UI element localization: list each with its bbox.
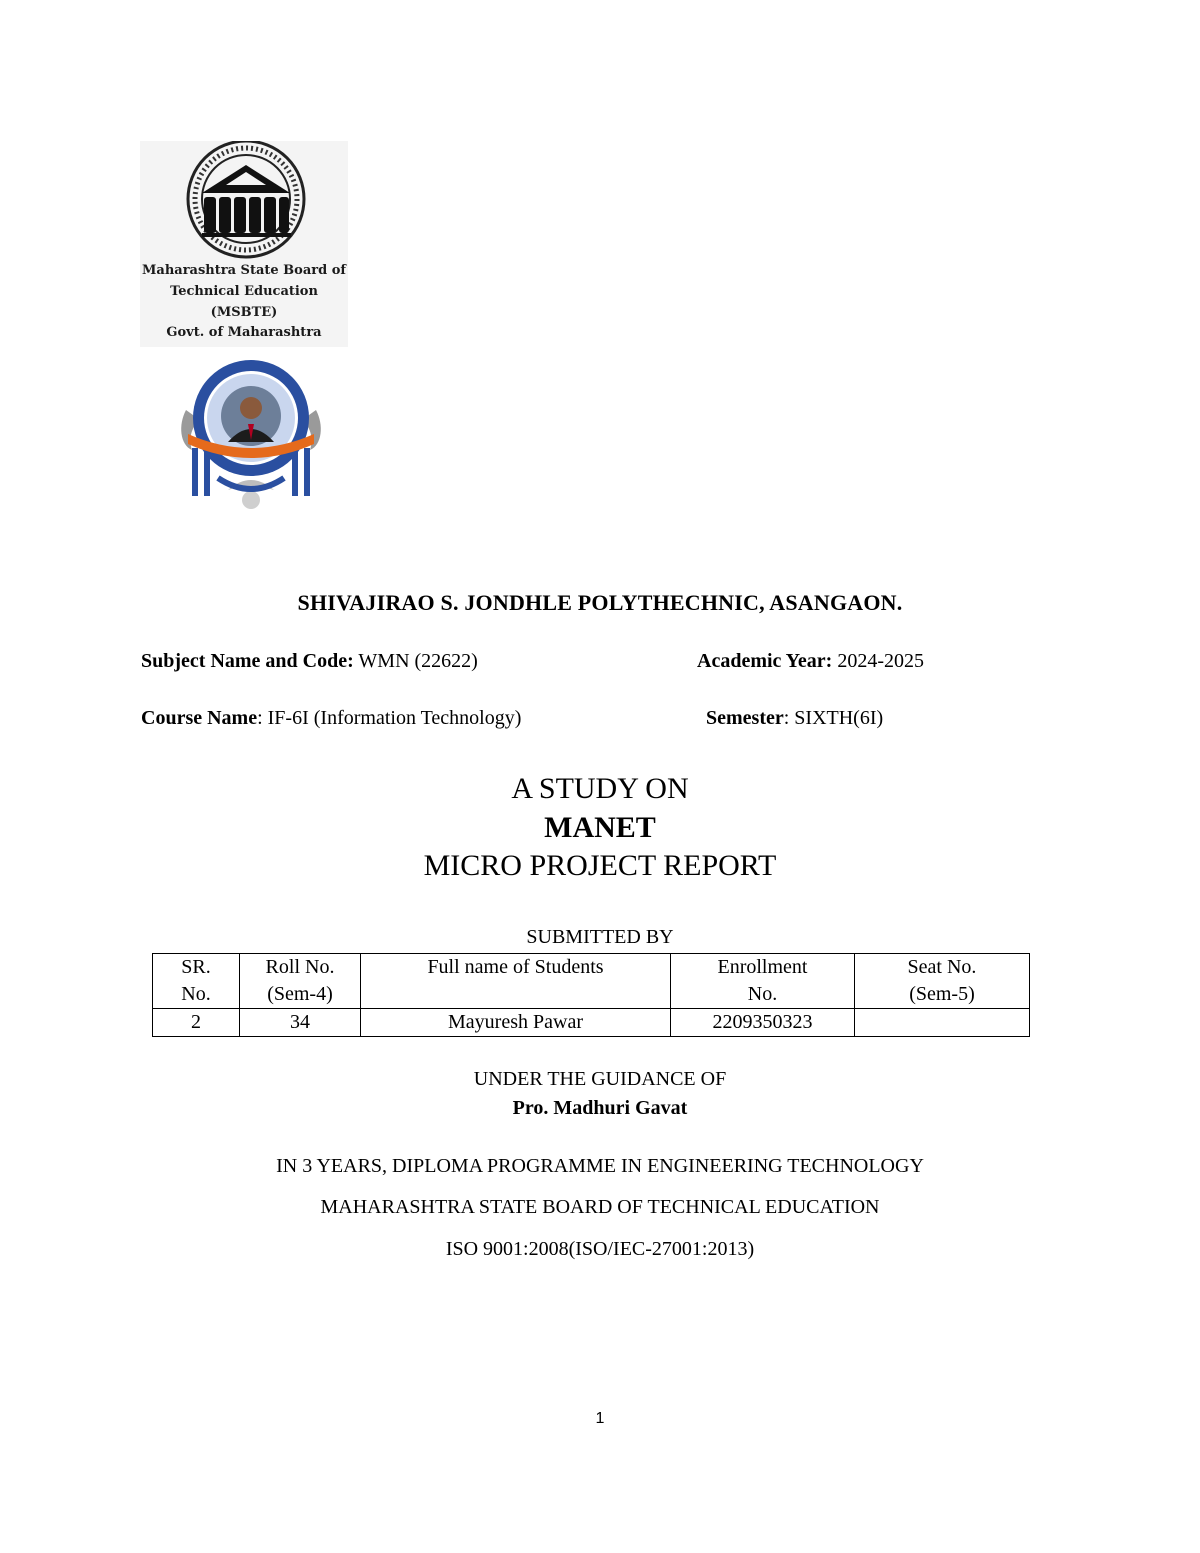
academic-year-info [697,650,924,673]
header-text: No. [747,983,778,1005]
subject-value: WMN (22622) [358,650,478,672]
header-sr-no [153,954,240,1009]
programme-line: IN 3 YEARS, DIPLOMA PROGRAMME IN ENGINEERING TECHNOLOGY [276,1155,924,1177]
cell-seat-no [855,1009,1030,1037]
msbte-logo [140,141,348,347]
page-number: 1 [595,1410,605,1427]
semester-label: Semester [706,707,784,729]
course-value: : IF-6I (Information Technology) [257,707,522,729]
academic-year-value: 2024-2025 [837,650,924,672]
header-text: (Sem-5) [909,983,975,1005]
cell-full-name: Mayuresh Pawar [361,1009,671,1037]
cell-roll-no: 34 [240,1009,361,1037]
submitted-by-label: SUBMITTED BY [526,926,674,948]
institute-emblem-icon [178,350,324,516]
header-seat-no [855,954,1030,1009]
report-title-line3: MICRO PROJECT REPORT [423,849,777,882]
subject-label: Subject Name and Code: [141,650,354,672]
academic-year-label: Academic Year: [697,650,833,672]
students-table [152,953,1030,1037]
table-header-row [153,954,1030,1009]
table-row [153,1009,1030,1037]
board-line: MAHARASHTRA STATE BOARD OF TECHNICAL EDUCATION [320,1196,880,1218]
guide-name: Pro. Madhuri Gavat [512,1097,688,1119]
header-text: No. [181,983,211,1005]
header-roll-no [240,954,361,1009]
msbte-logo-line: (MSBTE) [210,305,278,320]
msbte-logo-line: Technical Education [170,284,318,299]
iso-line: ISO 9001:2008(ISO/IEC-27001:2013) [445,1238,755,1260]
report-topic: MANET [544,811,656,844]
header-text: (Sem-4) [267,983,333,1005]
header-full-name [361,954,671,1009]
subject-info [141,650,478,673]
guidance-label: UNDER THE GUIDANCE OF [473,1068,727,1090]
institute-name: SHIVAJIRAO S. JONDHLE POLYTHECHNIC, ASANGAON. [297,590,903,615]
cell-sr-no: 2 [153,1009,240,1037]
semester-value: : SIXTH(6I) [783,707,884,729]
course-info [141,707,521,730]
header-text: Seat No. [907,956,977,978]
semester-info [706,707,883,730]
institute-logo [178,350,324,516]
header-text: Roll No. [265,956,335,978]
msbte-seal-icon [140,141,348,261]
header-text: Enrollment [717,956,808,978]
cell-enrollment-no: 2209350323 [671,1009,855,1037]
header-text: SR. [181,956,211,978]
course-label: Course Name [141,707,258,729]
msbte-logo-line: Govt. of Maharashtra [166,325,322,340]
header-text: Full name of Students [427,956,604,978]
report-title-line1: A STUDY ON [511,772,689,805]
header-enrollment-no [671,954,855,1009]
msbte-logo-line: Maharashtra State Board of [142,263,346,278]
